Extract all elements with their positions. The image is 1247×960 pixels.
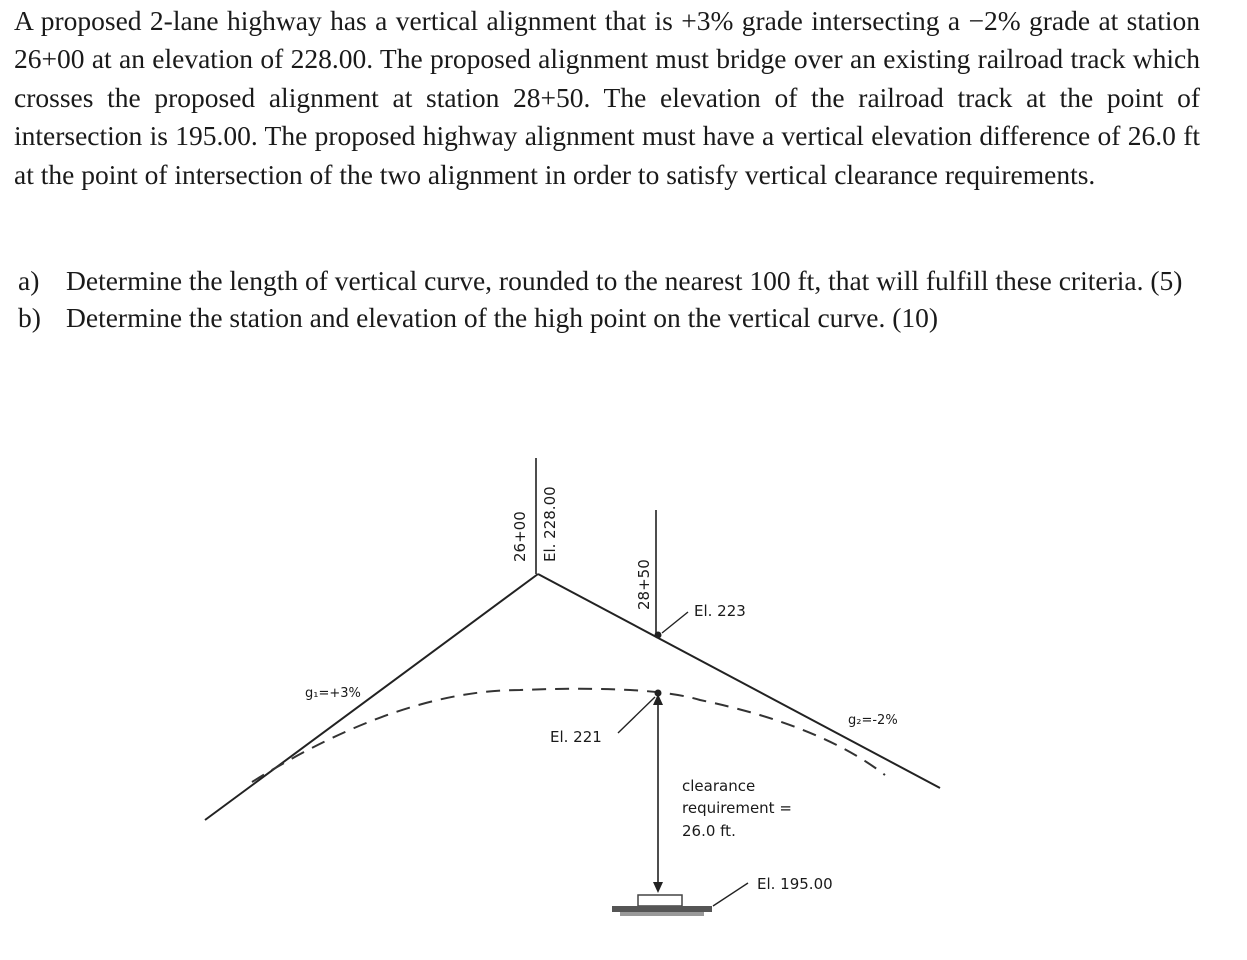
clearance-arrowhead-top	[653, 694, 663, 705]
rail-station-label: 28+50	[635, 559, 653, 610]
tangent-line-g1	[205, 574, 538, 820]
pvi-station-label: 26+00	[511, 511, 529, 562]
rail-elevation-label: El. 195.00	[757, 875, 833, 893]
tangent-elevation-label: El. 223	[694, 602, 746, 620]
grade-2-label: g₂=-2%	[848, 713, 898, 728]
clearance-label-line1: clearance	[682, 777, 756, 795]
pvi-elevation-label: El. 228.00	[541, 486, 559, 562]
clearance-label-line3: 26.0 ft.	[682, 822, 736, 840]
rail-elevation-leader	[713, 883, 748, 906]
clearance-label-line2: requirement =	[682, 799, 792, 817]
clearance-arrowhead-bottom	[653, 882, 663, 893]
grade-1-label: g₁=+3%	[305, 686, 361, 701]
question-b-text: Determine the station and elevation of the high point on the vertical curve. (10)	[66, 302, 939, 333]
problem-statement: A proposed 2-lane highway has a vertical alignment that is +3% grade intersecting a −2% grade at station 26+00 at an elevation of 228.00. The proposed alignment must bridge over an existing railroad track which crosses the proposed alignment at station 28+50. The elevation of the railroad track at the point of intersection is 195.00. The proposed highway alignment must have a vertical elevation difference of 26.0 ft at the point of intersection of the two alignment in order to satisfy vertical clearance requirements.	[14, 5, 1200, 190]
curve-elevation-leader	[618, 697, 655, 733]
railroad-ballast	[612, 906, 712, 912]
curve-elevation-label: El. 221	[550, 728, 602, 746]
question-b-marker: b)	[18, 302, 41, 333]
tangent-elevation-leader	[662, 612, 688, 633]
question-a-marker: a)	[18, 265, 40, 296]
question-a-text: Determine the length of vertical curve, rounded to the nearest 100 ft, that will fulfill these criteria. (5)	[66, 265, 1183, 296]
railroad-rail	[638, 895, 682, 906]
railroad-ground-hatch	[620, 912, 704, 916]
tangent-point-marker	[655, 632, 662, 639]
